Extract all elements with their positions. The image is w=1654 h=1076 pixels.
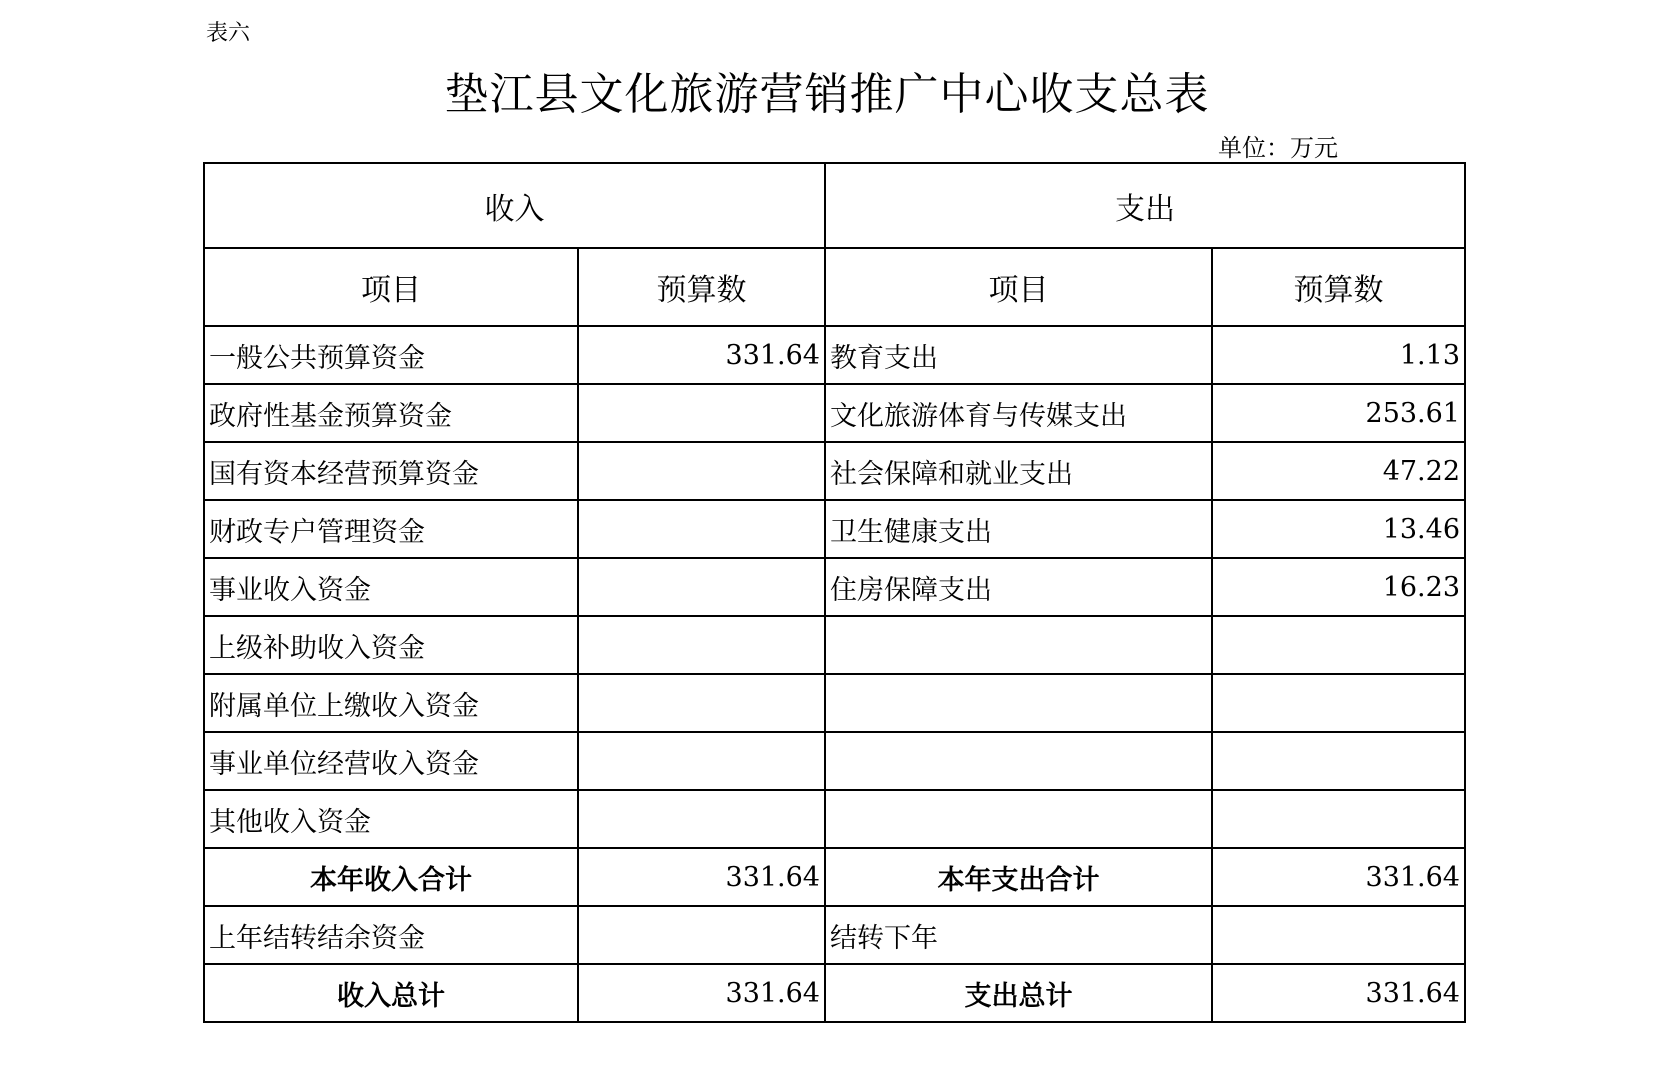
- unit-label: 单位：万元: [1218, 134, 1338, 162]
- expense-item-cell: 文化旅游体育与传媒支出: [825, 384, 1212, 442]
- table-row: [204, 790, 1465, 848]
- income-value-cell: [578, 732, 825, 790]
- expense-item-cell: 教育支出: [825, 326, 1212, 384]
- expense-item-header: 项目: [825, 248, 1212, 326]
- table-row: [204, 500, 1465, 558]
- income-item-cell: 事业收入资金: [204, 558, 578, 616]
- table-label: 表六: [206, 21, 251, 46]
- table-row: [204, 442, 1465, 500]
- income-item-cell: 政府性基金预算资金: [204, 384, 578, 442]
- table-row: [204, 384, 1465, 442]
- income-item-cell: 上年结转结余资金: [204, 906, 578, 964]
- table-row: [204, 848, 1465, 906]
- expense-item-cell: 卫生健康支出: [825, 500, 1212, 558]
- income-item-cell: 收入总计: [204, 964, 578, 1022]
- income-item-header: 项目: [204, 248, 578, 326]
- income-value-cell: [578, 558, 825, 616]
- budget-table: [203, 162, 1466, 1023]
- income-value-cell: [578, 384, 825, 442]
- table-row: [204, 326, 1465, 384]
- income-item-cell: 财政专户管理资金: [204, 500, 578, 558]
- income-item-cell: 国有资本经营预算资金: [204, 442, 578, 500]
- expense-item-cell: 支出总计: [825, 964, 1212, 1022]
- expense-value-cell: [1212, 674, 1465, 732]
- expense-value-cell: 1.13: [1212, 326, 1465, 384]
- income-item-cell: 本年收入合计: [204, 848, 578, 906]
- expense-value-cell: 47.22: [1212, 442, 1465, 500]
- expense-value-cell: [1212, 732, 1465, 790]
- expense-section-header: 支出: [825, 163, 1465, 248]
- income-item-cell: 一般公共预算资金: [204, 326, 578, 384]
- income-value-cell: [578, 442, 825, 500]
- table-row: [204, 674, 1465, 732]
- income-value-cell: [578, 500, 825, 558]
- income-item-cell: 附属单位上缴收入资金: [204, 674, 578, 732]
- table-row: [204, 964, 1465, 1022]
- expense-value-cell: [1212, 616, 1465, 674]
- income-value-cell: 331.64: [578, 964, 825, 1022]
- expense-item-cell: [825, 732, 1212, 790]
- budget-table-body: [204, 163, 1465, 1022]
- expense-value-cell: 253.61: [1212, 384, 1465, 442]
- income-value-cell: [578, 790, 825, 848]
- income-item-cell: 事业单位经营收入资金: [204, 732, 578, 790]
- table-row: [204, 558, 1465, 616]
- expense-item-cell: 社会保障和就业支出: [825, 442, 1212, 500]
- expense-item-cell: 结转下年: [825, 906, 1212, 964]
- expense-item-cell: [825, 790, 1212, 848]
- income-section-header: 收入: [204, 163, 825, 248]
- expense-item-cell: [825, 616, 1212, 674]
- expense-item-cell: 住房保障支出: [825, 558, 1212, 616]
- page-title: 垫江县文化旅游营销推广中心收支总表: [444, 69, 1210, 120]
- income-value-cell: [578, 906, 825, 964]
- income-value-cell: 331.64: [578, 848, 825, 906]
- table-row: [204, 906, 1465, 964]
- expense-value-cell: 13.46: [1212, 500, 1465, 558]
- income-item-cell: 其他收入资金: [204, 790, 578, 848]
- expense-item-cell: [825, 674, 1212, 732]
- expense-item-cell: 本年支出合计: [825, 848, 1212, 906]
- income-item-cell: 上级补助收入资金: [204, 616, 578, 674]
- expense-budget-header: 预算数: [1212, 248, 1465, 326]
- table-row: [204, 732, 1465, 790]
- section-header-row: [204, 163, 1465, 248]
- expense-value-cell: 16.23: [1212, 558, 1465, 616]
- expense-value-cell: [1212, 906, 1465, 964]
- expense-value-cell: 331.64: [1212, 964, 1465, 1022]
- table-row: [204, 616, 1465, 674]
- column-header-row: [204, 248, 1465, 326]
- income-value-cell: 331.64: [578, 326, 825, 384]
- expense-value-cell: [1212, 790, 1465, 848]
- income-value-cell: [578, 616, 825, 674]
- income-value-cell: [578, 674, 825, 732]
- expense-value-cell: 331.64: [1212, 848, 1465, 906]
- income-budget-header: 预算数: [578, 248, 825, 326]
